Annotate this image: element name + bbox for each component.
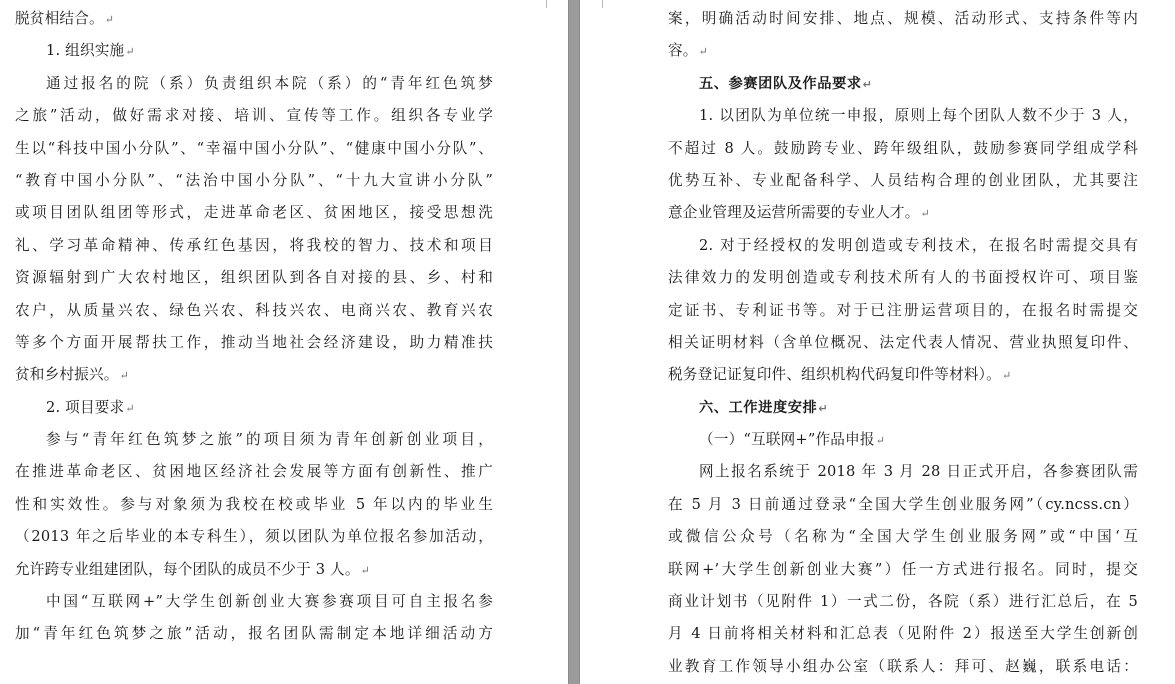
text-line <box>668 554 1138 586</box>
line-text: 网上报名系统于 2018 年 3 月 28 日正式开启，各参赛团队需 <box>699 463 1138 481</box>
text-line <box>668 197 1138 229</box>
text-line <box>668 586 1138 618</box>
line-text: 在 5 月 3 日前通过登录“全国大学生创业服务网”（cy.ncss.cn） <box>668 495 1138 513</box>
line-text: 中国“互联网+”大学生创新创业大赛参赛项目可自主报名参 <box>46 593 493 611</box>
text-line <box>15 230 493 262</box>
line-text: 定证书、专利证书等。对于已注册运营项目的，在报名时需提交 <box>668 301 1138 319</box>
line-text: 相关证明材料（含单位概况、法定代表人情况、营业执照复印件、 <box>668 333 1138 351</box>
paragraph-mark-icon: ↵ <box>125 45 135 59</box>
paragraph-mark-icon: ↵ <box>104 13 114 26</box>
text-line <box>15 489 493 521</box>
line-text: （2013 年之后毕业的本专科生），须以团队为单位报名参加活动， <box>15 528 493 546</box>
line-text: 1. 组织实施 <box>46 42 125 60</box>
text-line <box>668 165 1138 197</box>
text-line <box>668 35 1138 67</box>
text-line <box>668 521 1138 553</box>
text-line <box>15 586 493 618</box>
text-line <box>668 489 1138 521</box>
text-line <box>668 618 1138 650</box>
text-line <box>15 3 493 35</box>
line-text: 通过报名的院（系）负责组织本院（系）的“青年红色筑梦 <box>46 74 493 92</box>
text-line <box>15 359 493 391</box>
text-line <box>15 133 493 165</box>
left-page <box>0 0 568 684</box>
text-line <box>668 100 1138 132</box>
text-line <box>668 3 1138 35</box>
line-text: 五、参赛团队及作品要求 <box>699 75 862 92</box>
text-line <box>15 392 493 424</box>
line-text: 礼、学习革命精神、传承红色基因，将我校的智力、技术和项目 <box>15 236 493 254</box>
line-text: 月 4 日前将相关材料和汇总表（见附件 2）报送至大学生创新创 <box>668 625 1138 643</box>
text-line <box>668 424 1138 456</box>
line-text: 允许跨专业组建团队，每个团队的成员不少于 3 人。 <box>15 560 360 578</box>
line-text: 不超过 8 人。鼓励跨专业、跨年级组队，鼓励参赛同学组成学科 <box>668 139 1138 157</box>
paragraph-mark-icon: ↵ <box>875 434 885 448</box>
paragraph-mark-icon: ↵ <box>119 369 129 383</box>
line-text: 1. 以团队为单位统一申报，原则上每个团队人数不少于 3 人， <box>699 107 1138 125</box>
text-line <box>668 651 1138 683</box>
paragraph-mark-icon: ↵ <box>125 401 135 415</box>
line-text: 加“青年红色筑梦之旅”活动，报名团队需制定本地详细活动方 <box>15 625 493 643</box>
text-line <box>15 424 493 456</box>
text-line <box>15 68 493 100</box>
text-line <box>15 554 493 586</box>
text-line <box>668 295 1138 327</box>
page-gutter <box>568 0 580 684</box>
line-text: 2. 项目要求 <box>46 398 125 416</box>
text-line <box>15 262 493 294</box>
right-page-body[interactable] <box>668 3 1138 683</box>
page-corner-mark <box>546 0 555 8</box>
line-text: 税务登记证复印件、组织机构代码复印件等材料）。 <box>668 366 1001 384</box>
text-line <box>15 197 493 229</box>
section-heading-line <box>668 68 1138 100</box>
line-text: “教育中国小分队”、“法治中国小分队”、“十九大宣讲小分队” <box>15 171 493 189</box>
text-line <box>668 262 1138 294</box>
paragraph-mark-icon: ↵ <box>920 207 930 221</box>
line-text: 优势互补、专业配备科学、人员结构合理的创业团队，尤其要注 <box>668 171 1138 189</box>
text-line <box>15 327 493 359</box>
paragraph-mark-icon: ↵ <box>862 77 872 91</box>
line-text: 法律效力的发明创造或专利技术所有人的书面授权许可、项目鉴 <box>668 269 1138 287</box>
line-text: 参与“青年红色筑梦之旅”的项目须为青年创新创业项目， <box>46 431 493 449</box>
line-text: 在推进革命老区、贫困地区经济社会发展等方面有创新性、推广 <box>15 463 493 481</box>
line-text: 性和实效性。参与对象须为我校在校或毕业 5 年以内的毕业生 <box>15 495 493 513</box>
line-text: 业教育工作领导小组办公室（联系人：拜可、赵巍，联系电话： <box>668 657 1138 675</box>
text-line <box>15 618 493 650</box>
text-line <box>15 456 493 488</box>
line-text: 等多个方面开展帮扶工作，推动当地社会经济建设，助力精准扶 <box>15 333 493 351</box>
paragraph-mark-icon: ↵ <box>1001 369 1012 383</box>
line-text: 或微信公众号（名称为“全国大学生创业服务网”或“中国‘互 <box>668 528 1138 546</box>
text-line <box>668 133 1138 165</box>
text-line <box>668 327 1138 359</box>
line-text: 资源辐射到广大农村地区，组织团队到各自对接的县、乡、村和 <box>15 269 493 287</box>
line-text: 脱贫相结合。 <box>15 10 104 27</box>
line-text: （一）“互联网+”作品申报 <box>699 431 875 449</box>
line-text: 生以“科技中国小分队”、“幸福中国小分队”、“健康中国小分队”、 <box>15 139 493 157</box>
paragraph-mark-icon: ↵ <box>360 563 370 577</box>
left-page-body[interactable] <box>15 3 493 651</box>
line-text: 意企业管理及运营所需要的专业人才。 <box>668 204 920 222</box>
text-line <box>15 35 493 67</box>
text-line <box>15 521 493 553</box>
line-text: 或项目团队组团等形式，走进革命老区、贫困地区，接受思想洗 <box>15 204 493 222</box>
section-heading-line <box>668 392 1138 424</box>
text-line <box>15 295 493 327</box>
paragraph-mark-icon: ↵ <box>698 45 708 59</box>
text-line <box>668 359 1138 391</box>
line-text: 六、工作进度安排 <box>699 399 818 416</box>
line-text: 农户，从质量兴农、绿色兴农、科技兴农、电商兴农、教育兴农 <box>15 301 493 319</box>
page-corner-mark <box>594 0 603 8</box>
text-line <box>15 165 493 197</box>
text-line <box>668 230 1138 262</box>
line-text: 案，明确活动时间安排、地点、规模、活动形式、支持条件等内 <box>668 10 1138 27</box>
line-text: 之旅”活动，做好需求对接、培训、宣传等工作。组织各专业学 <box>15 107 493 125</box>
line-text: 联网+’大学生创新创业大赛”）任一方式进行报名。同时，提交 <box>668 560 1138 578</box>
text-line <box>668 456 1138 488</box>
line-text: 2. 对于经授权的发明创造或专利技术，在报名时需提交具有 <box>699 236 1138 254</box>
line-text: 商业计划书（见附件 1）一式二份，各院（系）进行汇总后，在 5 <box>668 593 1138 611</box>
paragraph-mark-icon: ↵ <box>818 401 828 415</box>
line-text: 容。 <box>668 42 698 60</box>
line-text: 贫和乡村振兴。 <box>15 366 119 384</box>
text-line <box>15 100 493 132</box>
right-page <box>580 0 1175 684</box>
